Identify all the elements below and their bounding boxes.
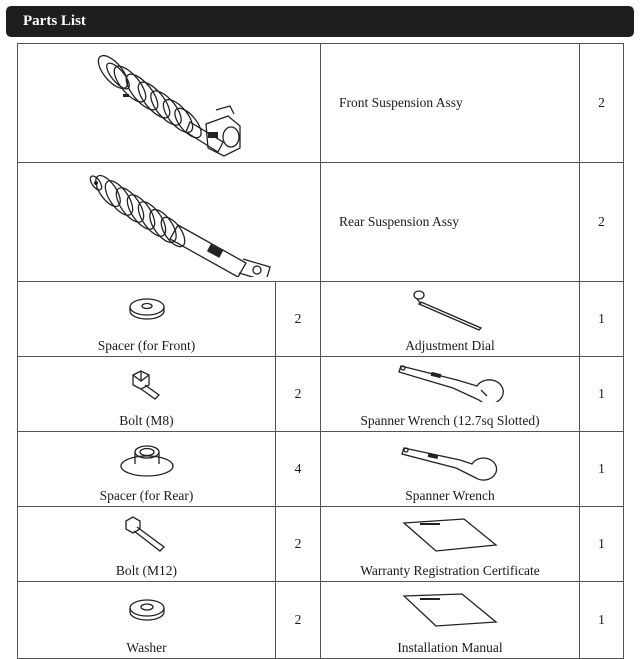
part-qty: 2 <box>294 612 302 627</box>
part-name: Adjustment Dial <box>405 338 495 353</box>
part-qty: 1 <box>598 536 605 551</box>
parts-table <box>17 43 624 659</box>
qty-cell <box>580 357 624 432</box>
bolt-icon <box>127 369 167 401</box>
table-row <box>18 282 624 357</box>
header-title: Parts List <box>23 13 86 29</box>
qty-cell <box>580 44 624 163</box>
part-qty: 1 <box>598 311 605 326</box>
spacer-rear-icon <box>117 440 177 482</box>
qty-cell <box>580 282 624 357</box>
part-cell <box>18 507 276 582</box>
part-name: Front Suspension Assy <box>339 95 463 110</box>
part-qty: 2 <box>294 311 302 326</box>
part-name: Spanner Wrench (12.7sq Slotted) <box>360 413 540 428</box>
parts-list-header <box>6 6 634 37</box>
part-name: Bolt (M12) <box>115 563 178 578</box>
part-name: Bolt (M8) <box>119 413 174 428</box>
image-cell <box>18 44 321 163</box>
qty-cell <box>580 163 624 282</box>
part-name: Spanner Wrench <box>405 488 495 503</box>
table-row <box>18 507 624 582</box>
part-cell <box>321 357 580 432</box>
washer-icon <box>122 594 172 624</box>
image-cell <box>18 163 321 282</box>
part-cell <box>321 507 580 582</box>
qty-cell <box>276 432 321 507</box>
part-qty: 2 <box>598 214 605 229</box>
qty-cell <box>276 582 321 659</box>
part-qty: 1 <box>598 461 605 476</box>
table-row <box>18 582 624 659</box>
table-row <box>18 357 624 432</box>
part-name-cell <box>321 44 580 163</box>
part-name: Rear Suspension Assy <box>339 214 460 229</box>
qty-cell <box>580 432 624 507</box>
table-row <box>18 44 624 163</box>
part-cell <box>321 282 580 357</box>
part-name: Spacer (for Front) <box>97 338 196 353</box>
qty-cell <box>580 582 624 659</box>
part-cell <box>18 357 276 432</box>
part-name: Spacer (for Rear) <box>99 488 194 503</box>
part-cell <box>18 432 276 507</box>
part-qty: 1 <box>598 612 605 627</box>
part-qty: 4 <box>294 461 302 476</box>
part-cell <box>18 282 276 357</box>
qty-cell <box>276 357 321 432</box>
part-cell <box>321 432 580 507</box>
part-cell <box>18 582 276 659</box>
part-name: Washer <box>126 640 167 655</box>
spanner-wrench-icon <box>400 442 500 482</box>
qty-cell <box>276 282 321 357</box>
part-name: Installation Manual <box>397 640 503 655</box>
qty-cell <box>276 507 321 582</box>
rear-suspension-icon <box>18 163 320 277</box>
part-name: Warranty Registration Certificate <box>360 563 540 578</box>
document-icon <box>400 517 500 553</box>
table-row <box>18 432 624 507</box>
part-cell <box>321 582 580 659</box>
part-qty: 2 <box>598 95 605 110</box>
qty-cell <box>580 507 624 582</box>
part-qty: 1 <box>598 386 605 401</box>
front-suspension-icon <box>18 44 320 158</box>
adjustment-dial-icon <box>405 286 495 331</box>
long-bolt-icon <box>122 515 172 555</box>
document-icon <box>400 592 500 628</box>
part-qty: 2 <box>294 536 302 551</box>
part-name-cell <box>321 163 580 282</box>
spanner-wrench-icon <box>395 360 505 402</box>
part-qty: 2 <box>294 386 302 401</box>
table-row <box>18 163 624 282</box>
spacer-icon <box>122 292 172 322</box>
